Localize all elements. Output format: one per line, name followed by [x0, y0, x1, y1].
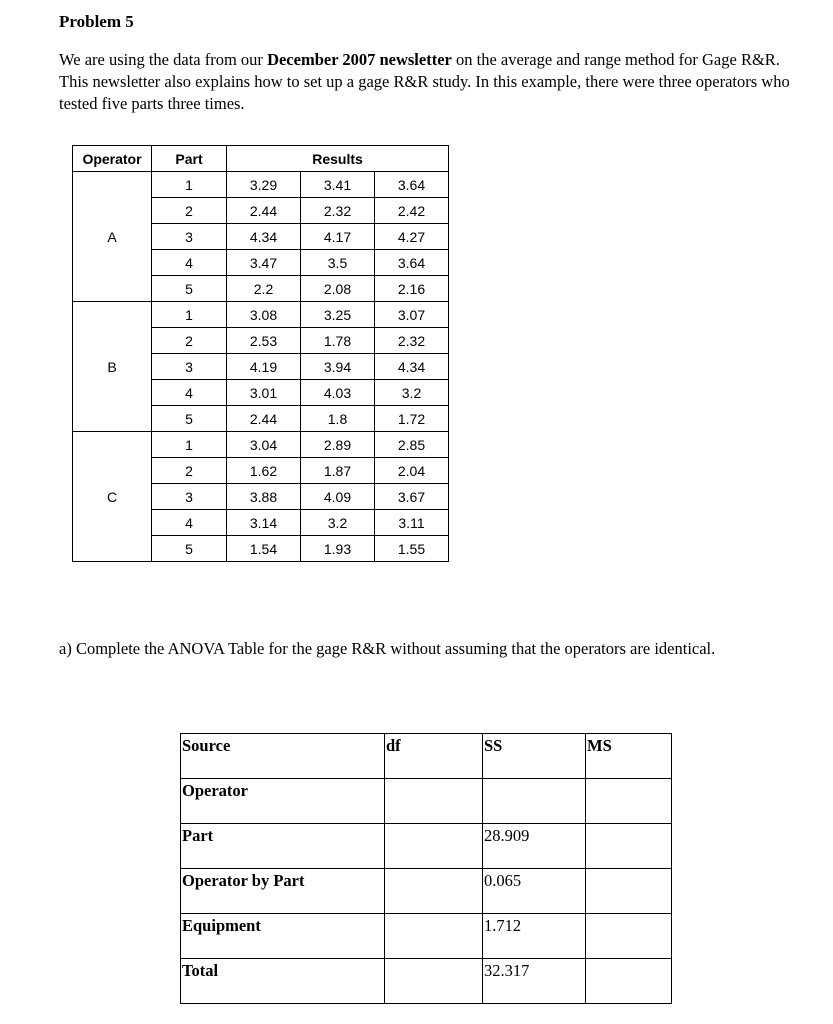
- results-body: [73, 172, 449, 562]
- anova-df-cell[interactable]: [385, 959, 483, 1004]
- anova-ss-cell[interactable]: 0.065: [483, 869, 586, 914]
- result-cell: 3.11: [375, 510, 449, 536]
- part-cell: 2: [152, 458, 227, 484]
- result-cell: 3.08: [227, 302, 301, 328]
- result-cell: 2.16: [375, 276, 449, 302]
- anova-ms-cell[interactable]: [586, 824, 672, 869]
- result-cell: 2.32: [301, 198, 375, 224]
- part-cell: 5: [152, 406, 227, 432]
- anova-ms-cell[interactable]: [586, 869, 672, 914]
- question-a: a) Complete the ANOVA Table for the gage R&R without assuming that the operators are identical.: [59, 639, 716, 658]
- part-cell: 1: [152, 302, 227, 328]
- part-header: Part: [152, 146, 227, 172]
- result-cell: 3.14: [227, 510, 301, 536]
- anova-source: Equipment: [181, 914, 385, 959]
- intro-text-2: on the average and range method for Gage R&R. This newsletter also explains how to set up a gage R&R study. In this example, there were three operators who tested five parts three times.: [59, 50, 790, 113]
- anova-df-cell[interactable]: [385, 914, 483, 959]
- intro-bold-reference: December 2007 newsletter: [267, 50, 452, 69]
- anova-ms-cell[interactable]: [586, 959, 672, 1004]
- operator-cell: C: [73, 432, 152, 562]
- result-cell: 2.04: [375, 458, 449, 484]
- result-cell: 2.42: [375, 198, 449, 224]
- anova-header-ms: MS: [586, 734, 672, 779]
- result-cell: 2.32: [375, 328, 449, 354]
- part-cell: 1: [152, 172, 227, 198]
- result-cell: 3.2: [375, 380, 449, 406]
- intro-text-1: We are using the data from our: [59, 50, 268, 69]
- results-row: [73, 172, 449, 198]
- result-cell: 2.44: [227, 198, 301, 224]
- anova-header-source: Source: [181, 734, 385, 779]
- result-cell: 2.2: [227, 276, 301, 302]
- result-cell: 3.64: [375, 172, 449, 198]
- anova-header-df: df: [385, 734, 483, 779]
- anova-source: Operator by Part: [181, 869, 385, 914]
- anova-ms-cell[interactable]: [586, 779, 672, 824]
- results-row: [73, 432, 449, 458]
- part-cell: 3: [152, 354, 227, 380]
- anova-ss-cell[interactable]: 32.317: [483, 959, 586, 1004]
- part-cell: 4: [152, 250, 227, 276]
- results-header: Results: [227, 146, 449, 172]
- result-cell: 3.47: [227, 250, 301, 276]
- result-cell: 4.03: [301, 380, 375, 406]
- result-cell: 1.87: [301, 458, 375, 484]
- result-cell: 1.93: [301, 536, 375, 562]
- operator-cell: B: [73, 302, 152, 432]
- result-cell: 1.62: [227, 458, 301, 484]
- result-cell: 2.53: [227, 328, 301, 354]
- part-cell: 4: [152, 510, 227, 536]
- anova-df-cell[interactable]: [385, 824, 483, 869]
- anova-ss-cell[interactable]: 28.909: [483, 824, 586, 869]
- anova-row-total: [181, 959, 672, 1004]
- result-cell: 3.88: [227, 484, 301, 510]
- result-cell: 3.04: [227, 432, 301, 458]
- results-row: [73, 302, 449, 328]
- anova-source: Part: [181, 824, 385, 869]
- intro-paragraph: [59, 49, 804, 115]
- part-cell: 2: [152, 198, 227, 224]
- anova-ss-cell[interactable]: [483, 779, 586, 824]
- result-cell: 2.44: [227, 406, 301, 432]
- results-header-row: [73, 146, 449, 172]
- result-cell: 3.29: [227, 172, 301, 198]
- result-cell: 4.27: [375, 224, 449, 250]
- anova-source: Operator: [181, 779, 385, 824]
- anova-ss-cell[interactable]: 1.712: [483, 914, 586, 959]
- anova-row-operator-by-part: [181, 869, 672, 914]
- part-cell: 1: [152, 432, 227, 458]
- operator-cell: A: [73, 172, 152, 302]
- anova-header-row: [181, 734, 672, 779]
- anova-row-operator: [181, 779, 672, 824]
- part-cell: 2: [152, 328, 227, 354]
- anova-header-ss: SS: [483, 734, 586, 779]
- part-cell: 3: [152, 224, 227, 250]
- result-cell: 4.34: [375, 354, 449, 380]
- result-cell: 4.34: [227, 224, 301, 250]
- result-cell: 1.78: [301, 328, 375, 354]
- result-cell: 1.54: [227, 536, 301, 562]
- part-cell: 3: [152, 484, 227, 510]
- result-cell: 2.08: [301, 276, 375, 302]
- result-cell: 3.07: [375, 302, 449, 328]
- result-cell: 4.17: [301, 224, 375, 250]
- result-cell: 3.2: [301, 510, 375, 536]
- anova-row-part: [181, 824, 672, 869]
- result-cell: 2.85: [375, 432, 449, 458]
- result-cell: 4.19: [227, 354, 301, 380]
- result-cell: 1.72: [375, 406, 449, 432]
- result-cell: 2.89: [301, 432, 375, 458]
- anova-source: Total: [181, 959, 385, 1004]
- result-cell: 3.25: [301, 302, 375, 328]
- results-table: [72, 145, 449, 562]
- problem-title: Problem 5: [59, 12, 134, 31]
- operator-header: Operator: [73, 146, 152, 172]
- result-cell: 4.09: [301, 484, 375, 510]
- part-cell: 4: [152, 380, 227, 406]
- part-cell: 5: [152, 276, 227, 302]
- result-cell: 3.67: [375, 484, 449, 510]
- result-cell: 1.55: [375, 536, 449, 562]
- anova-ms-cell[interactable]: [586, 914, 672, 959]
- result-cell: 3.41: [301, 172, 375, 198]
- anova-table: [180, 733, 672, 1004]
- result-cell: 3.94: [301, 354, 375, 380]
- anova-df-cell[interactable]: [385, 779, 483, 824]
- result-cell: 1.8: [301, 406, 375, 432]
- part-cell: 5: [152, 536, 227, 562]
- result-cell: 3.5: [301, 250, 375, 276]
- result-cell: 3.64: [375, 250, 449, 276]
- anova-row-equipment: [181, 914, 672, 959]
- anova-df-cell[interactable]: [385, 869, 483, 914]
- result-cell: 3.01: [227, 380, 301, 406]
